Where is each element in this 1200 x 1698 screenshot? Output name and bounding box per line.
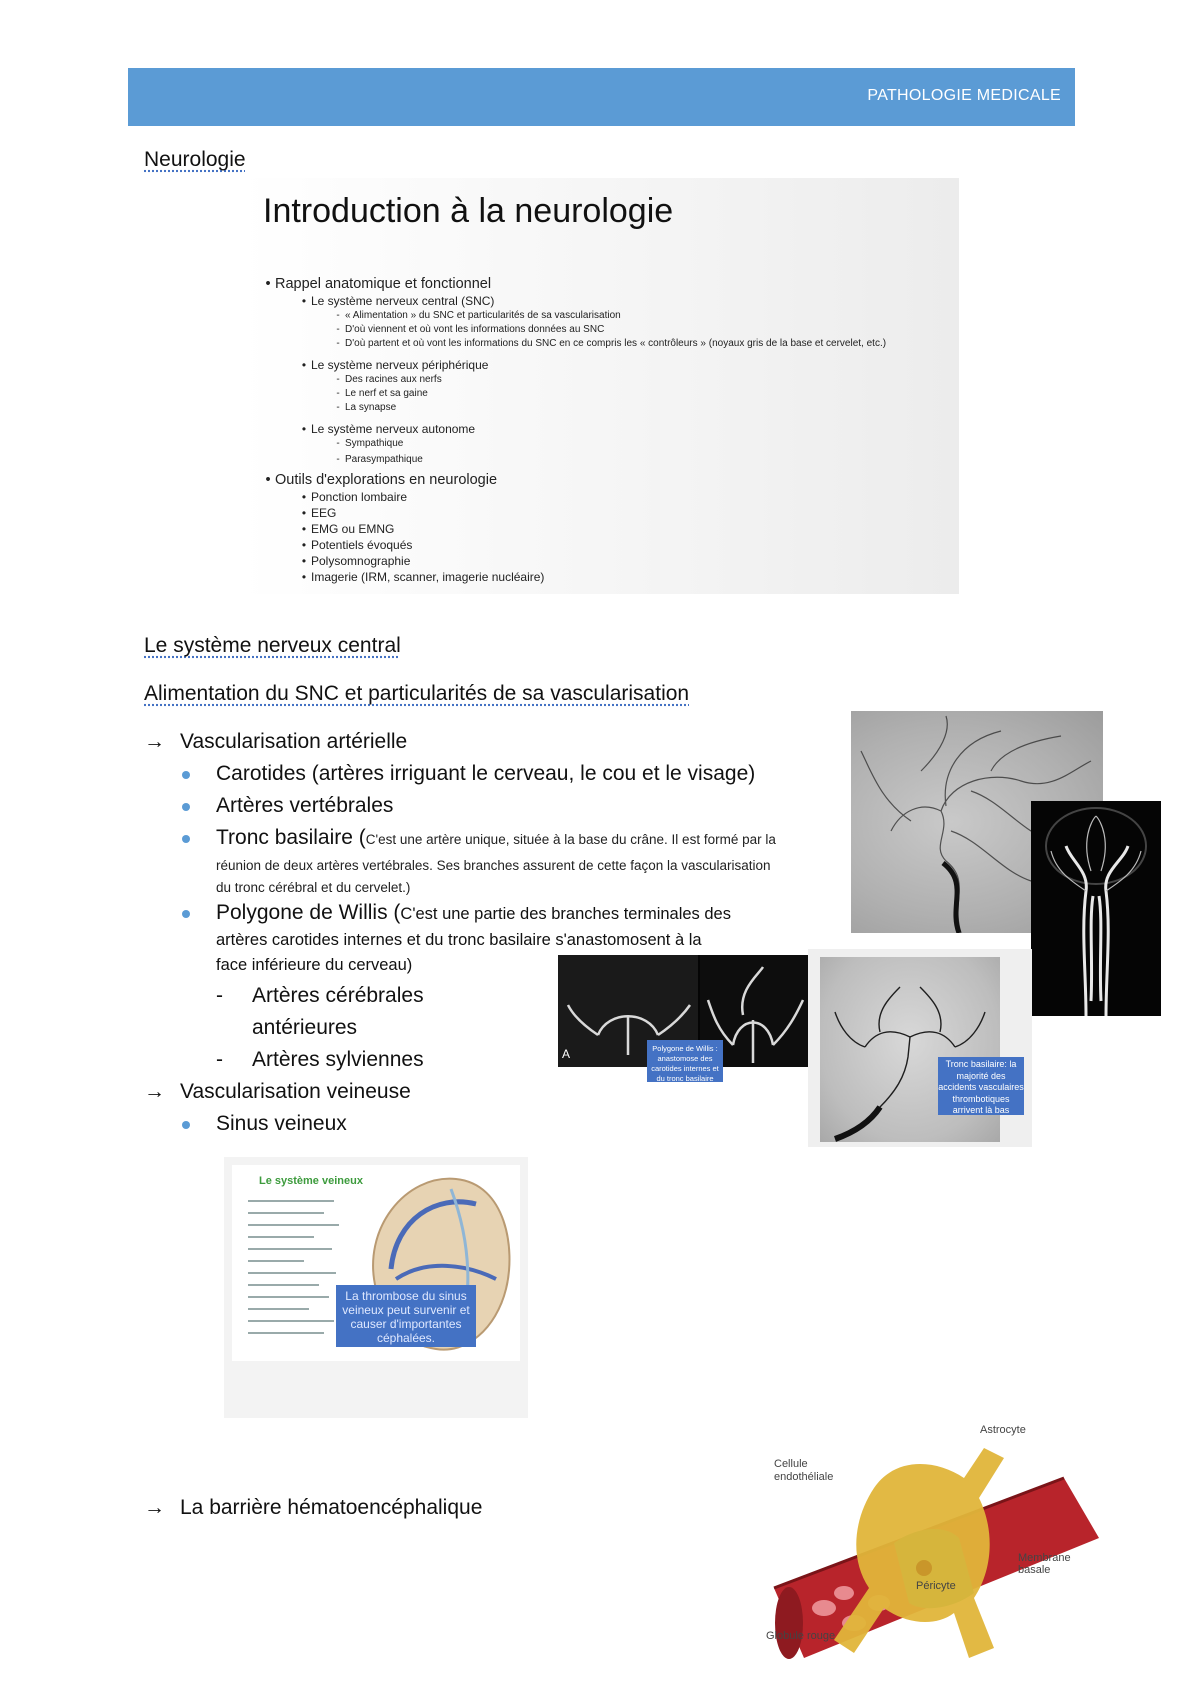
willis-desc-line2: artères carotides internes et du tronc basilaire s'anastomosent à la [216,931,702,949]
bullet-icon [182,771,190,779]
bullet-icon: - [336,454,340,465]
slide-item: - La synapse [331,402,396,413]
slide-item: • Le système nerveux autonome [297,422,475,436]
slide-item: • Le système nerveux périphérique [297,358,488,372]
slide-item: • Le système nerveux central (SNC) [297,294,494,308]
willis-caption-box: Polygone de Willis : anastomose des carotides internes et du tronc basilaire [647,1040,723,1082]
slide-item: • EMG ou EMNG [297,522,394,536]
list-item-vertebrales: Artères vertébrales [216,794,393,818]
bullet-icon [182,910,190,918]
bullet-icon: - [336,338,340,349]
slide-item: • Imagerie (IRM, scanner, imagerie nucléaire) [297,570,544,584]
bullet-icon: • [301,358,307,372]
bullet-icon: - [336,324,340,335]
bullet-icon: - [336,402,340,413]
mra-neck-image [1031,801,1161,1016]
bullet-icon: • [301,506,307,520]
arrow-right-icon: → [144,1496,165,1519]
bullet-icon [182,803,190,811]
slide-item: • Ponction lombaire [297,490,407,504]
tronc-caption-box: Tronc basilaire: la majorité des accidents vasculaires thrombotiques arrivent là bas [938,1059,1024,1115]
sinus-caption-box: La thrombose du sinus veineux peut survenir et causer d'importantes céphalées. [336,1285,476,1347]
sinus-veineux-slide-image [224,1157,528,1418]
bullet-icon: • [265,472,271,488]
slide-item: - Sympathique [331,438,403,449]
basilar-angiography-image [808,949,1032,1147]
sub-item-cerebrales-cont: antérieures [252,1016,358,1039]
willis-desc-line3: face inférieure du cerveau) [216,956,413,974]
mra-letter: A [562,1047,571,1061]
bullet-icon [182,1121,190,1129]
slide-item: • Outils d'explorations en neurologie [261,472,497,488]
slide-title: Introduction à la neurologie [263,192,674,230]
bullet-icon [182,835,190,843]
bullet-icon: • [265,276,271,292]
slide-item: • Polysomnographie [297,554,410,568]
heading-alimentation: Alimentation du SNC et particularités de sa vascularisation [144,682,690,705]
bullet-icon: - [336,388,340,399]
label-pericyte: Péricyte [916,1580,956,1592]
bullet-icon: - [336,438,340,449]
header-title: PATHOLOGIE MEDICALE [867,87,1061,104]
bullet-icon: • [301,554,307,568]
list-item-tronc: Tronc basilaire (C'est une artère unique, située à la base du crâne. Il est formé par la [216,826,816,851]
slide-item: • Potentiels évoqués [297,538,412,552]
bullet-icon: - [336,310,340,321]
arrow-right-icon: → [144,730,165,753]
slide-item: - Parasympathique [331,454,423,465]
vasc-veineuse-line: → Vascularisation veineuse [144,1080,411,1103]
heading-snc: Le système nerveux central [144,634,401,657]
label-cellule: Cellule endothéliale [774,1458,834,1483]
bullet-icon: • [301,422,307,436]
tronc-desc-line2: réunion de deux artères vertébrales. Ses branches assurent de cette façon la vascularisation [216,858,771,873]
bullet-icon: • [301,538,307,552]
arrow-right-icon: → [144,1080,165,1103]
label-membrane: Membrane basale [1018,1552,1071,1576]
slide-item: - Le nerf et sa gaine [331,388,428,399]
vasc-arterielle-line [144,730,407,754]
sinus-slide-title: Le système veineux [259,1175,363,1187]
bullet-icon: - [336,374,340,385]
bullet-icon: • [301,294,307,308]
label-astrocyte: Astrocyte [980,1424,1026,1436]
sub-item-cerebrales: - Artères cérébrales [216,984,424,1007]
bullet-icon: • [301,522,307,536]
list-item-sinus: Sinus veineux [216,1112,347,1136]
intro-slide-image [241,178,959,594]
slide-item: - D'où viennent et où vont les informations données au SNC [331,324,604,335]
label-globule: Globule rouge [766,1630,836,1642]
vasc-arterielle-label: Vascularisation artérielle [180,730,408,753]
sub-item-sylviennes: - Artères sylviennes [216,1048,424,1071]
slide-item: - Des racines aux nerfs [331,374,442,385]
bullet-icon: • [301,570,307,584]
slide-item: - D'où partent et où vont les informations du SNC en ce compris les « contrôleurs » (noyaux gris de la base et cervelet, etc.) [331,338,886,349]
bhe-line: → La barrière hématoencéphalique [144,1496,483,1519]
list-item-carotides: Carotides (artères irriguant le cerveau, le cou et le visage) [216,762,755,786]
list-item-willis: Polygone de Willis (C'est une partie des branches terminales des [216,901,816,925]
slide-item: • Rappel anatomique et fonctionnel [261,276,491,292]
slide-item: • EEG [297,506,336,520]
heading-neurologie: Neurologie [144,148,246,171]
bullet-icon: • [301,490,307,504]
tronc-desc-line3: du tronc cérébral et du cervelet.) [216,880,411,895]
slide-item: - « Alimentation » du SNC et particularités de sa vascularisation [331,310,621,321]
page-header-bar [128,68,1075,126]
bhe-illustration [764,1418,1104,1696]
